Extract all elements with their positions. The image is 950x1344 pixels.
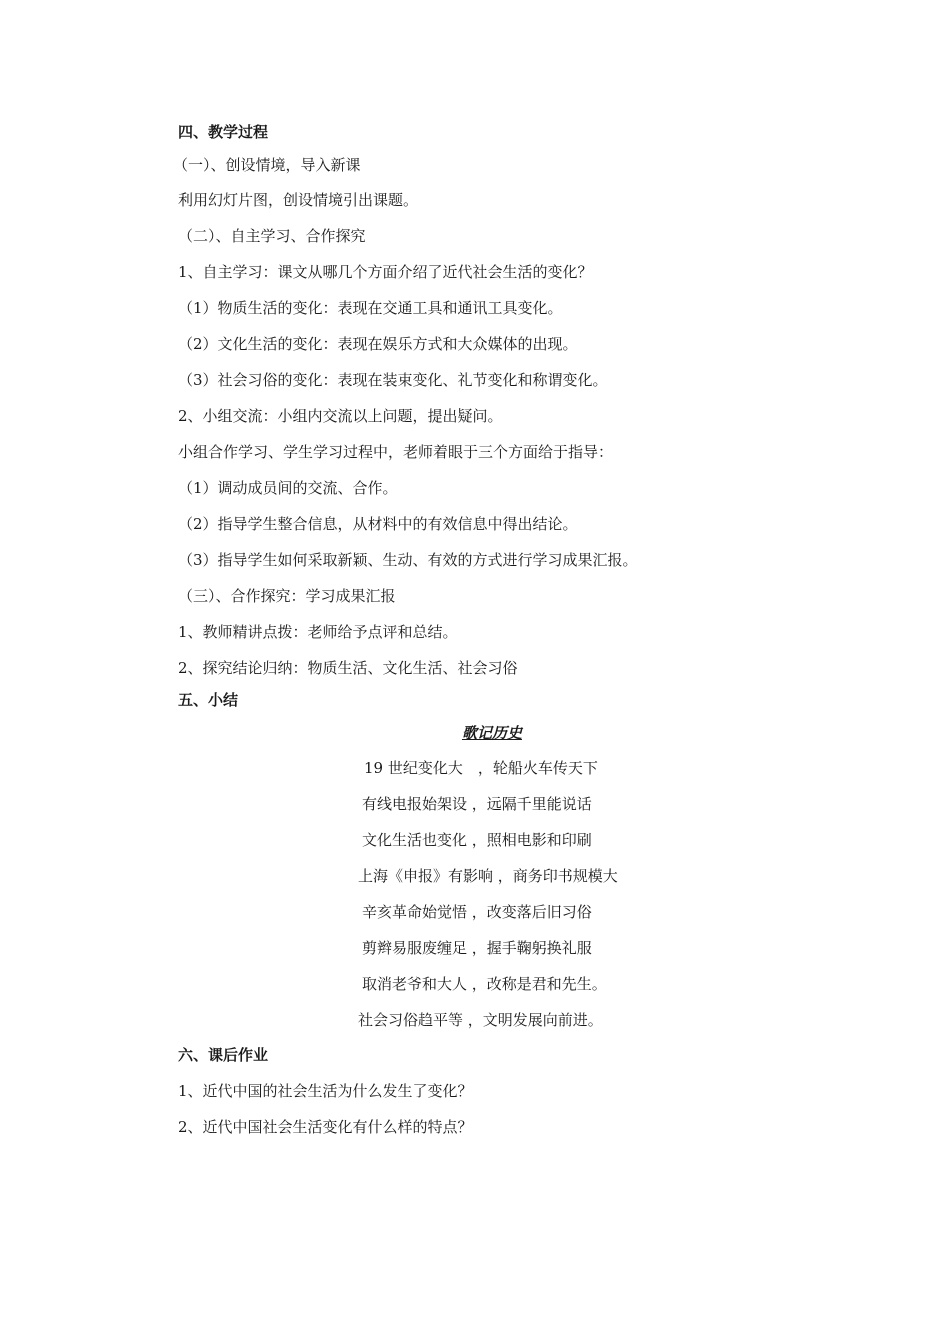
paragraph: （1）调动成员间的交流、合作。 [178, 479, 398, 497]
poem-verse: 有线电报始架设 ，远隔千里能说话 [362, 795, 592, 813]
paragraph: （三）、合作探究：学习成果汇报 [178, 587, 396, 605]
paragraph: 2、小组交流：小组内交流以上问题，提出疑问。 [178, 407, 503, 425]
paragraph: 2、近代中国社会生活变化有什么样的特点？ [178, 1118, 473, 1136]
poem-verse: 19 世纪变化大 ，轮船火车传天下 [364, 759, 598, 777]
paragraph: （2）文化生活的变化：表现在娱乐方式和大众媒体的出现。 [178, 335, 578, 353]
paragraph: （2）指导学生整合信息，从材料中的有效信息中得出结论。 [178, 515, 578, 533]
poem-verse: 辛亥革命始觉悟 ，改变落后旧习俗 [362, 903, 592, 921]
paragraph: 1、自主学习：课文从哪几个方面介绍了近代社会生活的变化？ [178, 263, 593, 281]
paragraph: 1、教师精讲点拨：老师给予点评和总结。 [178, 623, 458, 641]
paragraph: 1、近代中国的社会生活为什么发生了变化？ [178, 1082, 473, 1100]
paragraph: （二）、自主学习、合作探究 [178, 227, 366, 245]
section-heading-teaching-process: 四、教学过程 [178, 123, 269, 141]
poem-verse: 剪辫易服废缠足 ，握手鞠躬换礼服 [362, 939, 592, 957]
paragraph: （1）物质生活的变化：表现在交通工具和通讯工具变化。 [178, 299, 563, 317]
paragraph: （3）指导学生如何采取新颖、生动、有效的方式进行学习成果汇报。 [178, 551, 638, 569]
poem-verse: 文化生活也变化 ，照相电影和印刷 [362, 831, 592, 849]
section-heading-homework: 六、课后作业 [178, 1046, 269, 1064]
paragraph: 小组合作学习、学生学习过程中，老师着眼于三个方面给于指导： [178, 443, 614, 461]
poem-verse: 上海《申报》有影响 ，商务印书规模大 [358, 867, 618, 885]
paragraph: （一）、创设情境，导入新课 [173, 156, 361, 174]
poem-verse: 取消老爷和大人 ，改称是君和先生。 [362, 975, 607, 993]
section-heading-summary: 五、小结 [178, 691, 239, 709]
paragraph: （3）社会习俗的变化：表现在装束变化、礼节变化和称谓变化。 [178, 371, 608, 389]
poem-verse: 社会习俗趋平等 ，文明发展向前进。 [358, 1011, 603, 1029]
paragraph: 2、探究结论归纳：物质生活、文化生活、社会习俗 [178, 659, 518, 677]
paragraph: 利用幻灯片图，创设情境引出课题。 [178, 191, 419, 209]
poem-title: 歌记历史 [461, 724, 522, 742]
